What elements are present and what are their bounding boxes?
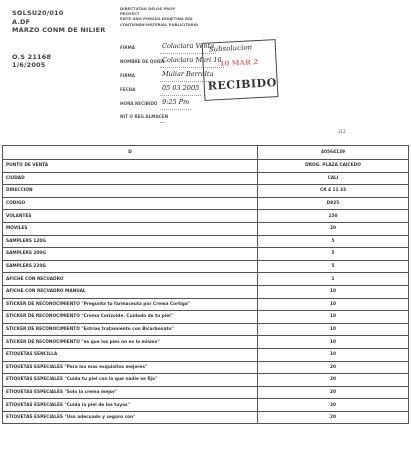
form-row [120,110,224,123]
table-header-row [3,146,409,160]
table-row [3,374,409,387]
item-label: STICKER DE RECONOCIMIENTO "Crema Corizoide. Cuidado de tu piel" [3,311,258,324]
table-row [3,298,409,311]
form-value: 05 03 2005 [160,82,201,96]
item-value: 20 [258,411,409,424]
item-value: 20 [258,374,409,387]
header-cell-number: 40564129 [258,146,409,160]
form-label: HORA RECIBIDO [120,101,158,106]
table-row [3,248,409,261]
item-value: 10 [258,323,409,336]
form-value: Muliar Berrolta [160,68,215,82]
item-label: ETIQUETAS SENCILLA [3,348,258,361]
form-value: Colaclara Mari 16 [160,54,224,68]
item-value: 5 [258,248,409,261]
sender-line: A.DF [12,17,31,26]
form-label: FIRMA [120,45,136,50]
item-label: CIUDAD [3,172,258,185]
item-value: 20 [258,399,409,412]
table-row [3,235,409,248]
sender-block [12,9,105,70]
sender-line: SOLSU20/010 [12,9,64,17]
item-value: 1 [258,273,409,286]
recipient-line: ENTE UNO PORSUS DIDJETINA RID [120,16,193,22]
form-value: Colaclara Venta [160,40,216,54]
item-value: D825 [258,197,409,210]
stamp-top-text: Subsolucion [208,43,253,54]
item-label: ETIQUETAS ESPECIALES "Cuida tu piel con lo que nadie se fija" [3,374,258,387]
recipient-line: PROYECT [120,11,140,17]
item-value: 5 [258,260,409,273]
page-number: 312 [338,129,346,134]
stamp-date: 10 MAR 2 [219,57,259,69]
form-label: FECHA [120,87,136,92]
item-value: 20 [258,386,409,399]
table-row [3,222,409,235]
item-value: DROG. PLAZA CAICEDO [258,160,409,173]
item-label: ETIQUETAS ESPECIALES "Para los mas exquisitos mejores" [3,361,258,374]
item-label: DIRECCION [3,185,258,198]
item-label: ETIQUETAS ESPECIALES "Solo la crema mejor" [3,386,258,399]
item-value: 20 [258,361,409,374]
item-label: SAMPLERS 200G [3,248,258,261]
form-value: 9:25 Pm [160,96,191,110]
recipient-header [120,6,198,27]
item-label: SAMPLERS 120G [3,235,258,248]
table-row [3,260,409,273]
table-row [3,160,409,173]
table-row [3,285,409,298]
item-label: STICKER DE RECONOCIMIENTO "Pregunta tu farmaceuta por Crema Cortiga" [3,298,258,311]
header-cell-code: D [3,146,258,160]
item-label: PUNTO DE VENTA [3,160,258,173]
sender-line: MARZO CONM DE NILIER [12,26,106,34]
table-row [3,172,409,185]
table-row [3,311,409,324]
table-row [3,210,409,223]
form-label: FIRMA [120,73,136,78]
form-label: NOMBRE DE QUIEN [120,59,165,64]
item-label: STICKER DE RECONOCIMIENTO "es que los pies no es lo mismo" [3,336,258,349]
item-value: 10 [258,298,409,311]
item-label: VOLANTES [3,210,258,223]
item-label: STICKER DE RECONOCIMIENTO "Estrias tratamiento con Bicarbonato" [3,323,258,336]
table-row [3,399,409,412]
item-value: 10 [258,336,409,349]
item-value: CALI [258,172,409,185]
received-stamp [202,39,279,101]
form-value [160,122,164,123]
table-row [3,386,409,399]
table-row [3,323,409,336]
table-row [3,336,409,349]
item-label: ETIQUETAS ESPECIALES "Uso adecuado y seguro con" [3,411,258,424]
item-label: AFICHE CON RECUADRO [3,273,258,286]
recipient-line: CONTIENEN MATERIAL PUBLICITARIO [120,21,199,27]
recipient-line: DIRECTUTAG DELOS PROY [120,6,176,11]
item-value: CR 4 11 33 [258,185,409,198]
item-value: 150 [258,210,409,223]
table-row [3,411,409,424]
item-label: ETIQUETAS ESPECIALES "Cuida la piel de los tuyos" [3,399,258,412]
item-value: 10 [258,285,409,298]
table-row [3,197,409,210]
item-value: 10 [258,348,409,361]
item-value: 5 [258,235,409,248]
sender-line: O.S 21168 [12,52,52,61]
item-label: MOVILES [3,222,258,235]
sender-line: 1/6/2005 [12,61,46,69]
item-label: SAMPLERS 220G [3,260,258,273]
table-row [3,185,409,198]
table-row [3,273,409,286]
form-label: NIT O REG ALMACEN [120,114,169,119]
item-value: 20 [258,222,409,235]
table-row [3,348,409,361]
stamp-main-text: RECIBIDO [207,76,278,93]
item-value: 10 [258,311,409,324]
table-row [3,361,409,374]
delivery-table [2,145,409,424]
item-label: AFICHE CON RECUADRO MANUAL [3,285,258,298]
item-label: CODIGO [3,197,258,210]
